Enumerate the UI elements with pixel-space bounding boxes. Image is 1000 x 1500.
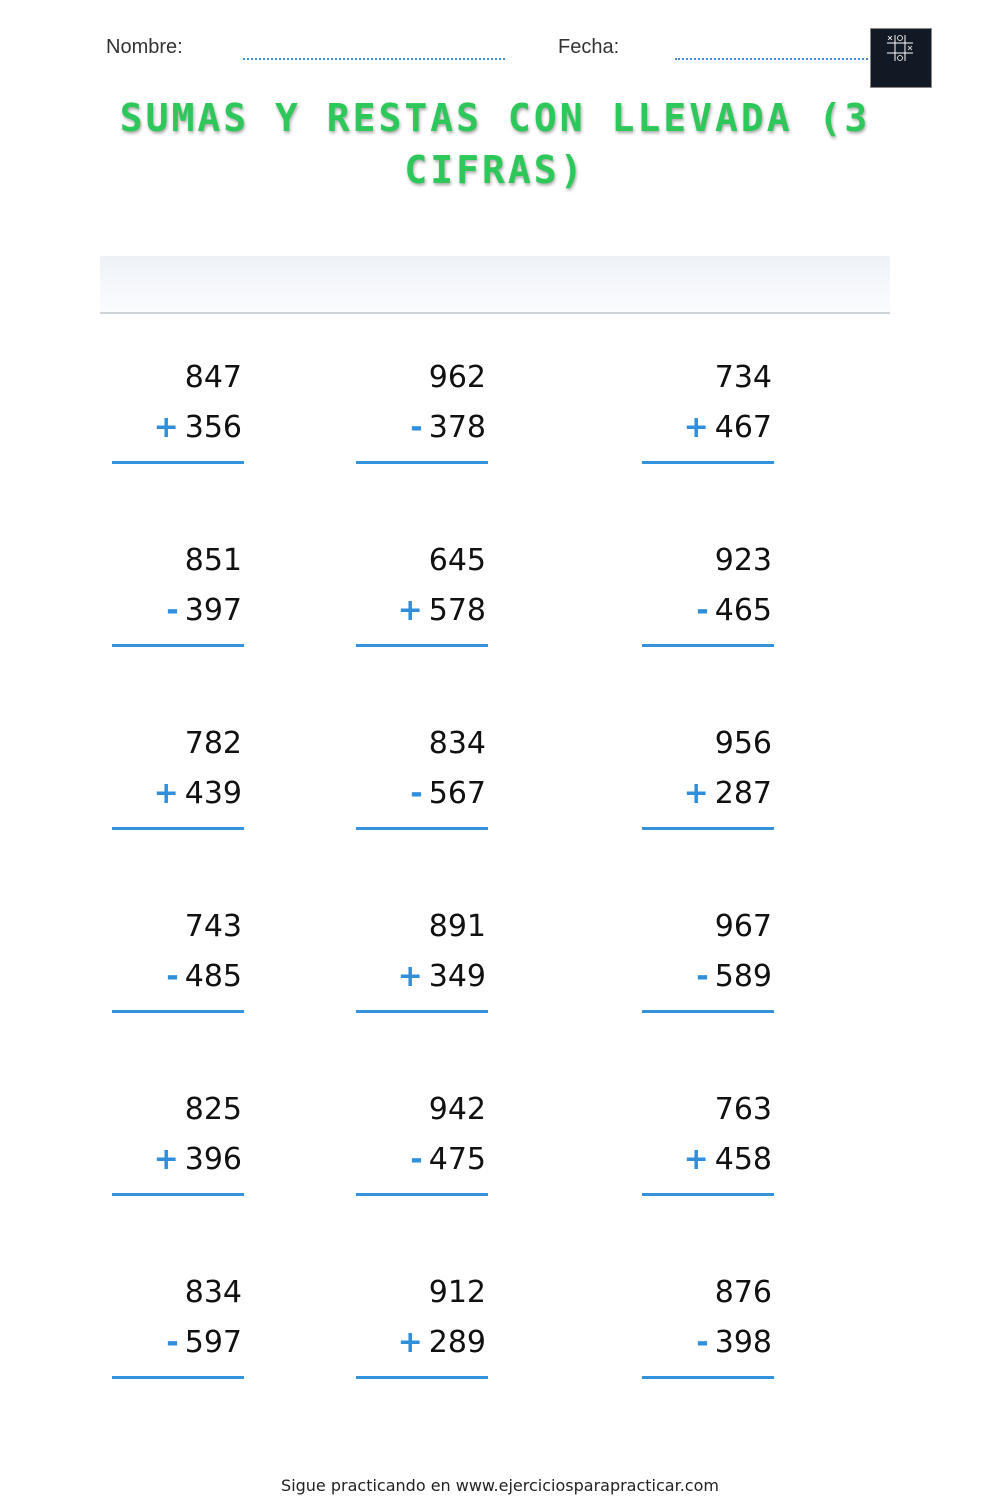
bottom-row — [356, 1320, 488, 1370]
bottom-number: 589 — [714, 959, 772, 994]
top-number: 782 — [184, 726, 242, 761]
plus-sign: + — [683, 776, 709, 811]
top-number: 825 — [184, 1092, 242, 1127]
problem-cell — [0, 1087, 244, 1270]
top-number: 763 — [714, 1092, 772, 1127]
top-number: 743 — [184, 909, 242, 944]
problems-grid — [0, 355, 1000, 1453]
answer-line[interactable] — [356, 1193, 488, 1196]
math-problem — [642, 721, 774, 830]
problem-cell — [530, 355, 816, 538]
problem-cell — [244, 355, 530, 538]
name-label: Nombre: — [106, 36, 183, 58]
bottom-number: 465 — [714, 593, 772, 628]
math-problem — [356, 355, 488, 464]
answer-line[interactable] — [642, 461, 774, 464]
top-number: 891 — [428, 909, 486, 944]
logo — [870, 28, 932, 88]
minus-sign: - — [410, 410, 423, 445]
name-field-line[interactable] — [243, 58, 505, 60]
math-problem — [642, 1270, 774, 1379]
problem-cell — [530, 1270, 816, 1453]
date-field-line[interactable] — [675, 58, 887, 60]
bottom-number: 458 — [714, 1142, 772, 1177]
math-problem — [642, 904, 774, 1013]
bottom-number: 356 — [184, 410, 242, 445]
answer-line[interactable] — [642, 1010, 774, 1013]
bottom-number: 485 — [184, 959, 242, 994]
top-number: 967 — [714, 909, 772, 944]
top-number: 847 — [184, 360, 242, 395]
math-problem — [112, 904, 244, 1013]
answer-line[interactable] — [356, 827, 488, 830]
math-problem — [356, 1087, 488, 1196]
answer-line[interactable] — [642, 1376, 774, 1379]
top-number: 956 — [714, 726, 772, 761]
bottom-number: 439 — [184, 776, 242, 811]
math-problem — [112, 1087, 244, 1196]
tic-tac-toe-icon — [885, 33, 915, 63]
top-number: 851 — [184, 543, 242, 578]
math-problem — [112, 355, 244, 464]
top-number: 876 — [714, 1275, 772, 1310]
math-problem — [356, 904, 488, 1013]
problem-cell — [530, 1087, 816, 1270]
problem-cell — [244, 1270, 530, 1453]
bottom-row — [642, 1137, 774, 1187]
math-problem — [642, 1087, 774, 1196]
bottom-row — [112, 1137, 244, 1187]
bottom-row — [112, 771, 244, 821]
bottom-row — [112, 405, 244, 455]
problem-cell — [244, 538, 530, 721]
minus-sign: - — [696, 593, 709, 628]
bottom-number: 578 — [428, 593, 486, 628]
math-problem — [112, 538, 244, 647]
bottom-row — [356, 405, 488, 455]
math-problem — [356, 1270, 488, 1379]
bottom-number: 378 — [428, 410, 486, 445]
bottom-number: 475 — [428, 1142, 486, 1177]
top-number: 923 — [714, 543, 772, 578]
plus-sign: + — [683, 410, 709, 445]
top-number: 912 — [428, 1275, 486, 1310]
bottom-number: 396 — [184, 1142, 242, 1177]
problem-cell — [0, 538, 244, 721]
bottom-number: 398 — [714, 1325, 772, 1360]
answer-line[interactable] — [356, 1010, 488, 1013]
minus-sign: - — [166, 1325, 179, 1360]
bottom-number: 349 — [428, 959, 486, 994]
answer-line[interactable] — [356, 644, 488, 647]
bottom-row — [642, 1320, 774, 1370]
problem-cell — [244, 904, 530, 1087]
bottom-row — [356, 771, 488, 821]
minus-sign: - — [410, 776, 423, 811]
bottom-row — [642, 954, 774, 1004]
answer-line[interactable] — [112, 1193, 244, 1196]
math-problem — [356, 721, 488, 830]
minus-sign: - — [696, 1325, 709, 1360]
header-band — [100, 256, 890, 314]
page-title: SUMAS Y RESTAS CON LLEVADA (3 CIFRAS) — [119, 96, 871, 192]
bottom-row — [112, 1320, 244, 1370]
answer-line[interactable] — [356, 1376, 488, 1379]
bottom-row — [356, 1137, 488, 1187]
top-number: 645 — [428, 543, 486, 578]
plus-sign: + — [153, 1142, 179, 1177]
top-number: 734 — [714, 360, 772, 395]
top-number: 834 — [184, 1275, 242, 1310]
bottom-row — [642, 588, 774, 638]
problem-cell — [530, 721, 816, 904]
math-problem — [356, 538, 488, 647]
answer-line[interactable] — [642, 644, 774, 647]
answer-line[interactable] — [642, 827, 774, 830]
top-number: 834 — [428, 726, 486, 761]
bottom-number: 397 — [184, 593, 242, 628]
bottom-row — [642, 771, 774, 821]
bottom-number: 597 — [184, 1325, 242, 1360]
plus-sign: + — [683, 1142, 709, 1177]
minus-sign: - — [410, 1142, 423, 1177]
bottom-number: 287 — [714, 776, 772, 811]
answer-line[interactable] — [356, 461, 488, 464]
minus-sign: - — [166, 959, 179, 994]
problem-cell — [0, 721, 244, 904]
plus-sign: + — [153, 776, 179, 811]
top-number: 962 — [428, 360, 486, 395]
problem-cell — [244, 1087, 530, 1270]
bottom-number: 467 — [714, 410, 772, 445]
math-problem — [642, 355, 774, 464]
plus-sign: + — [397, 593, 423, 628]
top-number: 942 — [428, 1092, 486, 1127]
answer-line[interactable] — [112, 644, 244, 647]
problem-cell — [0, 355, 244, 538]
plus-sign: + — [153, 410, 179, 445]
math-problem — [112, 1270, 244, 1379]
bottom-row — [112, 588, 244, 638]
problem-cell — [530, 904, 816, 1087]
math-problem — [642, 538, 774, 647]
bottom-row — [642, 405, 774, 455]
bottom-row — [112, 954, 244, 1004]
problem-cell — [0, 1270, 244, 1453]
answer-line[interactable] — [112, 827, 244, 830]
problem-cell — [530, 538, 816, 721]
problem-cell — [244, 721, 530, 904]
answer-line[interactable] — [642, 1193, 774, 1196]
plus-sign: + — [397, 1325, 423, 1360]
date-label: Fecha: — [558, 36, 620, 58]
bottom-number: 567 — [428, 776, 486, 811]
math-problem — [112, 721, 244, 830]
footer-text: Sigue practicando en www.ejerciciosparapracticar.com — [281, 1476, 719, 1495]
bottom-number: 289 — [428, 1325, 486, 1360]
plus-sign: + — [397, 959, 423, 994]
bottom-row — [356, 954, 488, 1004]
bottom-row — [356, 588, 488, 638]
problem-cell — [0, 904, 244, 1087]
minus-sign: - — [696, 959, 709, 994]
answer-line[interactable] — [112, 461, 244, 464]
answer-line[interactable] — [112, 1010, 244, 1013]
minus-sign: - — [166, 593, 179, 628]
answer-line[interactable] — [112, 1376, 244, 1379]
